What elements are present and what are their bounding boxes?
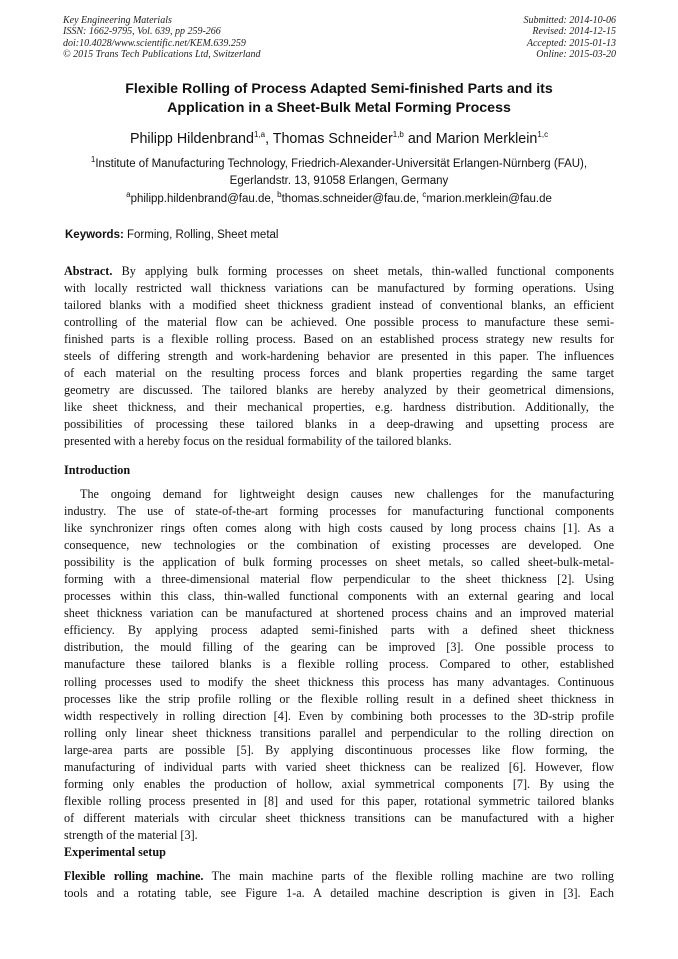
abstract bbox=[64, 263, 614, 451]
abstract-line: controlling of the material flow can be achieved. One possible process to manufacture these semi- bbox=[64, 315, 614, 330]
abstract-line bbox=[64, 263, 614, 280]
abstract-line: steels of differing strength and work-hardening behavior are presented in this paper. The influences bbox=[64, 349, 614, 364]
affiliation-text: Institute of Manufacturing Technology, Friedrich-Alexander-Universität Erlangen-Nürnberg (FAU), bbox=[95, 158, 588, 170]
journal-name: Key Engineering Materials bbox=[63, 15, 172, 26]
dates-header bbox=[524, 15, 617, 61]
email-link[interactable]: philipp.hildenbrand@fau.de, bbox=[130, 193, 278, 205]
body-line: sheet thickness variation can be manufactured at shortened process chains and an improved material bbox=[64, 606, 614, 621]
author-name: Marion Merklein bbox=[435, 131, 538, 147]
abstract-line: of each material on the resulting process forces and blank properties regarding the same target bbox=[64, 366, 614, 381]
body-line: of different materials with circular sheet thickness transitions can be manufactured with a higher bbox=[64, 810, 614, 825]
body-line: possibility is the application of bulk forming processes on sheet metals, so called sheet-bulk-metal- bbox=[64, 555, 614, 570]
subsection-label: Flexible rolling machine. bbox=[64, 869, 204, 883]
abstract-line: with locally restricted wall thickness variations can be manufactured by forming operations. Using bbox=[64, 281, 614, 296]
journal-header bbox=[63, 15, 261, 61]
email-mark: b bbox=[277, 190, 282, 200]
issn-line: ISSN: 1662-9795, Vol. 639, pp 259-266 bbox=[63, 26, 221, 38]
email-mark: c bbox=[422, 190, 427, 200]
body-line: The ongoing demand for lightweight design causes new challenges for the manufacturing bbox=[80, 487, 614, 501]
title-line: Flexible Rolling of Process Adapted Semi-finished Parts and its bbox=[125, 81, 553, 97]
body-line: processes within this class, thin-walled functional components with an external gearing and local bbox=[64, 589, 614, 604]
email-mark: a bbox=[126, 190, 131, 200]
copyright-line: © 2015 Trans Tech Publications Ltd, Switzerland bbox=[63, 49, 261, 61]
submitted-date: Submitted: 2014-10-06 bbox=[523, 15, 616, 26]
body-line: forming with a three-dimensional material flow perpendicular to the sheet thickness [2]. Using bbox=[64, 572, 614, 587]
body-line: rolling processes used to modify the sheet thickness this process has many advantages. Continuous bbox=[64, 674, 614, 689]
body-line: manufacturing of individual parts with varied sheet thickness can be realized [6]. However, flow bbox=[64, 759, 614, 774]
accepted-date: Accepted: 2015-01-13 bbox=[526, 37, 616, 49]
abstract-line: geometry are discussed. The tailored blanks are hereby analyzed by their geometrical dimensions, bbox=[64, 383, 614, 398]
abstract-line: presented with a hereby focus on the residual formability of the tailored blanks. bbox=[64, 434, 452, 449]
section-heading-experimental-setup: Experimental setup bbox=[64, 845, 166, 859]
experimental-body bbox=[64, 868, 614, 902]
affiliation bbox=[40, 156, 638, 190]
title-line: Application in a Sheet-Bulk Metal Forming Process bbox=[167, 100, 511, 116]
keywords-label: Keywords: bbox=[65, 229, 124, 241]
email-link[interactable]: thomas.schneider@fau.de, bbox=[281, 193, 423, 205]
body-line: rolling only linear sheet thickness transitions parallel and perpendicular to the rolling direction on bbox=[64, 725, 614, 740]
paper-title bbox=[63, 80, 615, 118]
author-name: Thomas Schneider bbox=[272, 131, 393, 147]
author-separator: and bbox=[403, 131, 436, 147]
body-line: manufacture these tailored blanks is a flexible rolling process. Compared to other, established bbox=[64, 657, 614, 672]
author-list bbox=[40, 131, 638, 147]
author-affil-mark: 1,b bbox=[392, 130, 404, 140]
author-separator: , bbox=[265, 131, 273, 147]
body-line: processes like the strip profile rolling or the flexible rolling result in a defined sheet thickness in bbox=[64, 691, 614, 706]
author-emails bbox=[40, 190, 638, 205]
introduction-body bbox=[64, 486, 614, 844]
abstract-line: tailored blanks with a modified sheet thickness gradient instead of conventional blanks, an efficient bbox=[64, 298, 614, 313]
keywords-text: Forming, Rolling, Sheet metal bbox=[123, 229, 279, 241]
abstract-line: finished parts is a flexible rolling process. Based on an established process strategy new results for bbox=[64, 332, 614, 347]
section-heading-introduction: Introduction bbox=[64, 463, 131, 477]
body-line: forming only enables the production of hollow, axial symmetrical components [7]. By using the bbox=[64, 776, 614, 791]
abstract-label: Abstract. bbox=[64, 264, 113, 278]
body-line: large-area parts are possible [5]. By applying discontinuous processes like flow forming, the bbox=[64, 742, 614, 757]
body-line: width respectively in rolling direction [4]. Even by combining both processes to the 3D-strip profile bbox=[64, 708, 614, 723]
body-line: flexible rolling process presented in [8] and used for this paper, rotational symmetric tailored blanks bbox=[64, 793, 614, 808]
author-name: Philipp Hildenbrand bbox=[129, 131, 254, 147]
affiliation-mark: 1 bbox=[90, 155, 96, 165]
abstract-line: possibilities of processing these tailored blanks in a deep-drawing and upsetting process are bbox=[64, 417, 614, 432]
email-link[interactable]: marion.merklein@fau.de bbox=[426, 193, 552, 205]
affiliation-line bbox=[40, 156, 638, 173]
author-affil-mark: 1,a bbox=[253, 130, 266, 140]
body-line: tools and a rotating table, see Figure 1-a. A detailed machine description is given in [3]. Each bbox=[64, 886, 614, 901]
body-line: industry. The use of state-of-the-art forming processes for manufacturing functional components bbox=[64, 504, 614, 519]
doi-line: doi:10.4028/www.scientific.net/KEM.639.259 bbox=[63, 37, 246, 49]
body-line: distribution, the mould filling of the gearing can be improved [3]. One possible process to bbox=[64, 640, 614, 655]
abstract-text: By applying bulk forming processes on sheet metals, thin-walled functional components bbox=[112, 264, 614, 278]
revised-date: Revised: 2014-12-15 bbox=[532, 26, 616, 38]
body-line: strength of the material [3]. bbox=[64, 827, 198, 842]
body-line bbox=[64, 868, 614, 885]
body-text: The main machine parts of the flexible rolling machine are two rolling bbox=[203, 869, 614, 883]
abstract-line: like sheet thickness, and their mechanical properties, e.g. hardness distribution. Additionally, the bbox=[64, 400, 614, 415]
online-date: Online: 2015-03-20 bbox=[536, 49, 616, 61]
affiliation-address: Egerlandstr. 13, 91058 Erlangen, Germany bbox=[229, 175, 449, 187]
author-affil-mark: 1,c bbox=[537, 130, 549, 140]
body-line: consequence, new technologies or the combination of existing processes are developed. One bbox=[64, 538, 614, 553]
keywords bbox=[65, 229, 278, 241]
body-line: efficiency. By applying process adapted semi-finished parts with a defined sheet thickness bbox=[64, 623, 614, 638]
body-line: like synchronizer rings often comes along with high costs caused by long process chains [1]. As a bbox=[64, 521, 614, 536]
